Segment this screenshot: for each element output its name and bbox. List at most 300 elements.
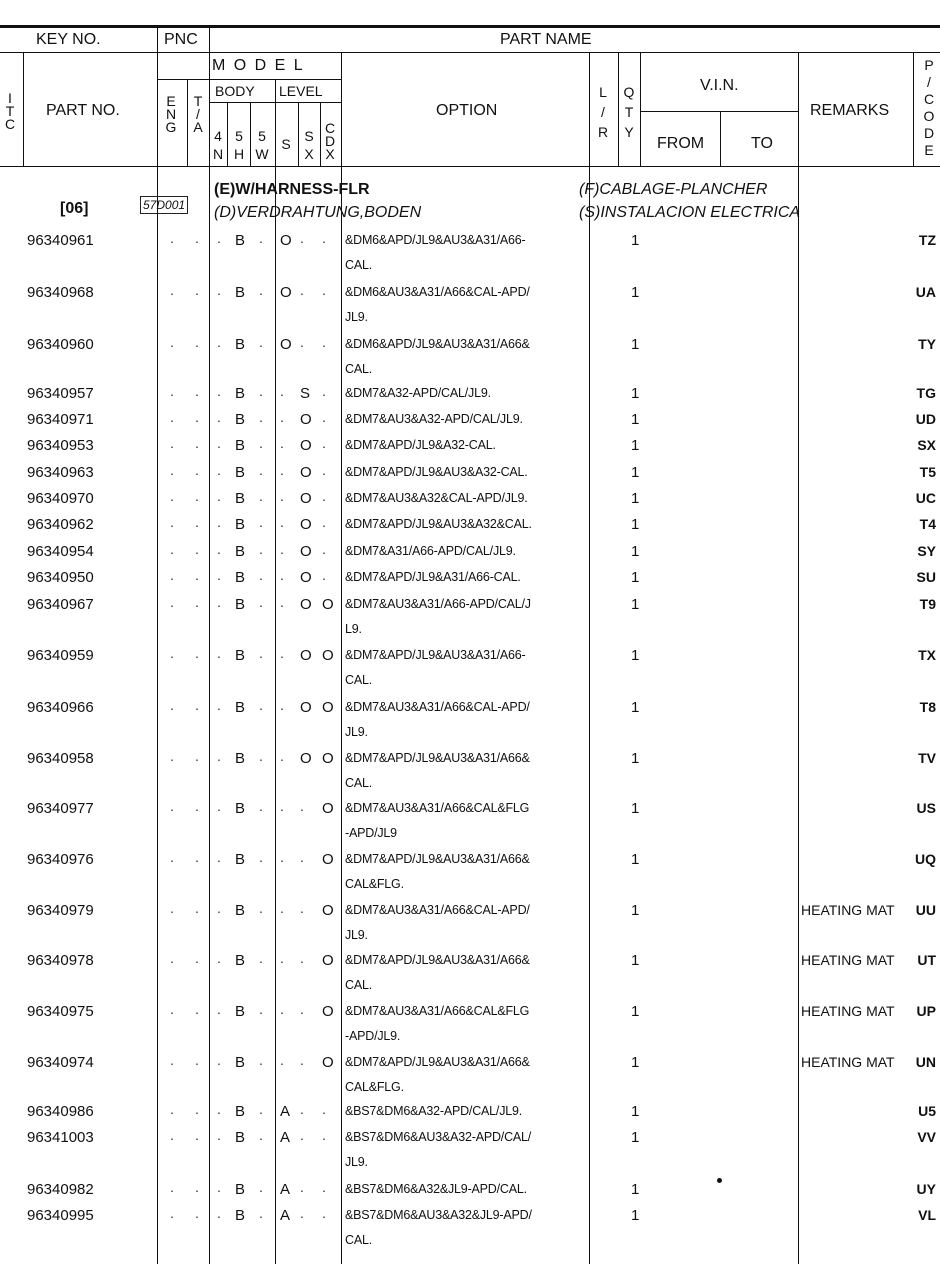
option-text: &BS7&DM6&AU3&A32&JL9-APD/	[345, 1208, 532, 1222]
option-text-continued: CAL.	[345, 776, 372, 790]
section-key: [06]	[60, 200, 89, 217]
option-text: &DM7&APD/JL9&AU3&A31/A66-	[345, 648, 526, 662]
part-number: 96340995	[27, 1207, 94, 1224]
model-flag-eng: .	[170, 1052, 174, 1068]
body-5w-header: 5 W	[255, 128, 269, 162]
model-flag-b5w: .	[259, 462, 263, 478]
option-text: &DM6&APD/JL9&AU3&A31/A66-	[345, 233, 526, 247]
vin-header: V.I.N.	[700, 77, 739, 94]
model-flag-s: .	[280, 541, 284, 557]
model-flag-ta: .	[195, 1205, 199, 1221]
model-flag-ta: .	[195, 1127, 199, 1143]
quantity: 1	[631, 411, 640, 428]
part-no-header: PART NO.	[46, 102, 120, 119]
quantity: 1	[631, 569, 640, 586]
option-text: &BS7&DM6&AU3&A32-APD/CAL/	[345, 1130, 532, 1144]
part-number: 96340978	[27, 952, 94, 969]
model-flag-cdx: .	[322, 514, 326, 530]
quantity: 1	[631, 232, 640, 249]
part-number: 96340966	[27, 699, 94, 716]
model-flag-b4: .	[217, 1127, 221, 1143]
model-flag-s: A	[280, 1129, 291, 1146]
option-text: &DM7&APD/JL9&A32-CAL.	[345, 438, 496, 452]
model-flag-ta: .	[195, 230, 199, 246]
model-flag-cdx: .	[322, 1205, 326, 1221]
model-flag-sx: O	[300, 543, 312, 560]
model-flag-cdx: .	[322, 1127, 326, 1143]
model-flag-b5w: .	[259, 230, 263, 246]
model-flag-b4: .	[217, 1101, 221, 1117]
header-row1-rule	[0, 52, 940, 53]
quantity: 1	[631, 437, 640, 454]
model-flag-cdx: .	[322, 488, 326, 504]
model-flag-eng: .	[170, 282, 174, 298]
option-text: &DM7&AU3&A31/A66&CAL&FLG	[345, 801, 530, 815]
option-text: &DM7&APD/JL9&AU3&A32-CAL.	[345, 465, 528, 479]
quantity: 1	[631, 851, 640, 868]
remarks-text: HEATING MAT	[801, 1003, 895, 1019]
option-text: &BS7&DM6&A32&JL9-APD/CAL.	[345, 1182, 527, 1196]
model-flag-sx: .	[300, 282, 304, 298]
model-flag-sx: O	[300, 516, 312, 533]
parts-code: UC	[915, 490, 936, 506]
parts-code: VL	[918, 1207, 936, 1223]
model-flag-s: .	[280, 514, 284, 530]
model-flag-eng: .	[170, 1205, 174, 1221]
option-text: &DM6&AU3&A31/A66&CAL-APD/	[345, 285, 530, 299]
col-rule-remarks	[913, 53, 914, 166]
model-flag-sx: O	[300, 490, 312, 507]
level-sx-header: S X	[304, 128, 314, 162]
parts-code: UU	[915, 902, 936, 918]
part-number: 96340961	[27, 232, 94, 249]
body-5h-header: 5 H	[233, 128, 245, 162]
quantity: 1	[631, 284, 640, 301]
model-flag-b5h: B	[235, 569, 246, 586]
remarks-header: REMARKS	[810, 102, 890, 119]
col-rule-itc	[23, 53, 24, 166]
model-flag-sx: .	[300, 1127, 304, 1143]
part-name-header: PART NAME	[500, 31, 592, 48]
model-flag-eng: .	[170, 1101, 174, 1117]
model-flag-sx: O	[300, 699, 312, 716]
option-text: &DM7&APD/JL9&AU3&A31/A66&	[345, 1055, 530, 1069]
model-flag-sx: .	[300, 230, 304, 246]
model-flag-b4: .	[217, 798, 221, 814]
model-flag-b5h: B	[235, 800, 246, 817]
key-no-header: KEY NO.	[36, 31, 101, 48]
model-flag-s: .	[280, 748, 284, 764]
model-flag-b5w: .	[259, 798, 263, 814]
part-number: 96340954	[27, 543, 94, 560]
option-text-continued: -APD/JL9.	[345, 1029, 401, 1043]
model-flag-b5w: .	[259, 567, 263, 583]
parts-code: TZ	[918, 232, 936, 248]
col-rule-vin	[798, 53, 799, 1264]
model-flag-b5w: .	[259, 282, 263, 298]
col-rule-b5h	[250, 103, 251, 166]
model-flag-eng: .	[170, 798, 174, 814]
model-flag-b5h: B	[235, 232, 246, 249]
model-flag-s: .	[280, 645, 284, 661]
option-text-continued: CAL.	[345, 978, 372, 992]
body-4n-header: 4 N	[212, 128, 224, 162]
quantity: 1	[631, 490, 640, 507]
quantity: 1	[631, 699, 640, 716]
model-flag-ta: .	[195, 748, 199, 764]
model-flag-ta: .	[195, 282, 199, 298]
option-text: &DM7&APD/JL9&AU3&A31/A66&	[345, 751, 530, 765]
option-text-continued: CAL.	[345, 673, 372, 687]
model-flag-b4: .	[217, 230, 221, 246]
model-flag-ta: .	[195, 409, 199, 425]
part-number: 96340970	[27, 490, 94, 507]
parts-code: UD	[915, 411, 936, 427]
model-flag-sx: .	[300, 849, 304, 865]
part-number: 96340962	[27, 516, 94, 533]
model-flag-b5w: .	[259, 1205, 263, 1221]
model-flag-cdx: .	[322, 567, 326, 583]
model-flag-eng: .	[170, 514, 174, 530]
col-rule-qty	[640, 53, 641, 166]
quantity: 1	[631, 1003, 640, 1020]
model-flag-cdx: O	[322, 596, 334, 613]
level-header: LEVEL	[279, 83, 323, 99]
parts-code: UP	[916, 1003, 936, 1019]
model-flag-sx: .	[300, 1052, 304, 1068]
model-flag-sx: .	[300, 1001, 304, 1017]
model-flag-cdx: O	[322, 851, 334, 868]
quantity: 1	[631, 902, 640, 919]
model-flag-cdx: O	[322, 699, 334, 716]
model-flag-b4: .	[217, 1052, 221, 1068]
model-flag-b4: .	[217, 383, 221, 399]
quantity: 1	[631, 385, 640, 402]
model-flag-sx: .	[300, 334, 304, 350]
col-rule-eng	[187, 80, 188, 166]
parts-code: T5	[919, 464, 936, 480]
model-flag-b5h: B	[235, 516, 246, 533]
part-number: 96340963	[27, 464, 94, 481]
model-flag-sx: .	[300, 798, 304, 814]
model-flag-ta: .	[195, 798, 199, 814]
model-flag-s: A	[280, 1103, 291, 1120]
ta-header: T / A	[193, 93, 203, 135]
option-text-continued: CAL.	[345, 362, 372, 376]
model-flag-ta: .	[195, 334, 199, 350]
option-text-continued: JL9.	[345, 928, 368, 942]
part-number: 96340975	[27, 1003, 94, 1020]
option-text-continued: JL9.	[345, 725, 368, 739]
model-flag-b5h: B	[235, 596, 246, 613]
col-rule-option	[589, 53, 590, 1264]
part-number: 96340957	[27, 385, 94, 402]
option-text: &DM7&APD/JL9&AU3&A31/A66&	[345, 953, 530, 967]
model-flag-cdx: O	[322, 1003, 334, 1020]
model-flag-b5h: B	[235, 411, 246, 428]
model-flag-b4: .	[217, 541, 221, 557]
option-text-continued: CAL&FLG.	[345, 1080, 404, 1094]
model-flag-b5h: B	[235, 437, 246, 454]
model-flag-b5w: .	[259, 900, 263, 916]
model-flag-b5h: B	[235, 543, 246, 560]
part-number: 96340959	[27, 647, 94, 664]
col-rule-sx	[320, 103, 321, 166]
part-number: 96340960	[27, 336, 94, 353]
model-flag-sx: .	[300, 1179, 304, 1195]
model-flag-eng: .	[170, 334, 174, 350]
quantity: 1	[631, 750, 640, 767]
model-flag-ta: .	[195, 1001, 199, 1017]
parts-code: VV	[917, 1129, 936, 1145]
section-pnc-box: 57D001	[140, 196, 188, 214]
quantity: 1	[631, 1207, 640, 1224]
option-text-continued: CAL.	[345, 258, 372, 272]
model-flag-sx: .	[300, 1205, 304, 1221]
model-flag-b4: .	[217, 748, 221, 764]
model-flag-b5w: .	[259, 849, 263, 865]
pnc-header: PNC	[164, 31, 198, 48]
vin-rule	[640, 111, 798, 112]
part-number: 96340950	[27, 569, 94, 586]
model-flag-b5h: B	[235, 336, 246, 353]
model-flag-cdx: .	[322, 1179, 326, 1195]
model-rule	[157, 79, 341, 80]
col-rule-model	[341, 53, 342, 1264]
quantity: 1	[631, 952, 640, 969]
model-flag-b5w: .	[259, 541, 263, 557]
model-flag-b5h: B	[235, 952, 246, 969]
part-number: 96340971	[27, 411, 94, 428]
model-flag-ta: .	[195, 849, 199, 865]
model-flag-ta: .	[195, 950, 199, 966]
model-flag-b4: .	[217, 462, 221, 478]
model-flag-ta: .	[195, 488, 199, 504]
model-flag-ta: .	[195, 1101, 199, 1117]
model-flag-eng: .	[170, 748, 174, 764]
model-flag-b4: .	[217, 567, 221, 583]
part-number: 96340979	[27, 902, 94, 919]
model-flag-s: .	[280, 594, 284, 610]
model-flag-b5h: B	[235, 1207, 246, 1224]
model-flag-b4: .	[217, 900, 221, 916]
model-flag-sx: .	[300, 1101, 304, 1117]
col-rule-b4	[227, 103, 228, 166]
option-text: &DM6&APD/JL9&AU3&A31/A66&	[345, 337, 530, 351]
model-flag-s: .	[280, 409, 284, 425]
model-flag-sx: O	[300, 464, 312, 481]
parts-code: TY	[918, 336, 936, 352]
option-text: &DM7&APD/JL9&A31/A66-CAL.	[345, 570, 521, 584]
option-text: &DM7&APD/JL9&AU3&A32&CAL.	[345, 517, 532, 531]
model-flag-cdx: .	[322, 541, 326, 557]
parts-code: SX	[917, 437, 936, 453]
model-flag-eng: .	[170, 697, 174, 713]
quantity: 1	[631, 1181, 640, 1198]
model-flag-s: .	[280, 1001, 284, 1017]
model-flag-eng: .	[170, 541, 174, 557]
parts-code: T4	[919, 516, 936, 532]
model-flag-b4: .	[217, 594, 221, 610]
parts-code: UN	[915, 1054, 936, 1070]
option-text: &DM7&AU3&A31/A66-APD/CAL/J	[345, 597, 531, 611]
option-text: &DM7&AU3&A31/A66&CAL&FLG	[345, 1004, 530, 1018]
model-flag-eng: .	[170, 1001, 174, 1017]
model-flag-sx: O	[300, 411, 312, 428]
model-flag-b5w: .	[259, 697, 263, 713]
model-flag-eng: .	[170, 1179, 174, 1195]
model-flag-ta: .	[195, 567, 199, 583]
model-flag-cdx: O	[322, 647, 334, 664]
parts-code: U5	[918, 1103, 936, 1119]
quantity: 1	[631, 1103, 640, 1120]
option-text: &DM7&AU3&A32&CAL-APD/JL9.	[345, 491, 528, 505]
part-number: 96340967	[27, 596, 94, 613]
part-number: 96340974	[27, 1054, 94, 1071]
model-flag-sx: O	[300, 569, 312, 586]
option-text: &DM7&A31/A66-APD/CAL/JL9.	[345, 544, 516, 558]
lr-header: L / R	[597, 84, 609, 140]
model-flag-cdx: O	[322, 750, 334, 767]
model-flag-cdx: .	[322, 435, 326, 451]
option-text-continued: CAL.	[345, 1233, 372, 1247]
model-flag-b4: .	[217, 950, 221, 966]
model-flag-ta: .	[195, 514, 199, 530]
body-header: BODY	[215, 83, 255, 99]
model-flag-eng: .	[170, 645, 174, 661]
model-flag-b4: .	[217, 334, 221, 350]
col-rule-lr	[618, 53, 619, 166]
model-flag-b5h: B	[235, 750, 246, 767]
option-text: &DM7&APD/JL9&AU3&A31/A66&	[345, 852, 530, 866]
quantity: 1	[631, 1054, 640, 1071]
model-flag-b5h: B	[235, 1003, 246, 1020]
eng-header: E N G	[165, 93, 177, 135]
print-speck	[717, 1178, 722, 1183]
model-flag-b5h: B	[235, 1054, 246, 1071]
model-flag-b4: .	[217, 645, 221, 661]
model-flag-eng: .	[170, 435, 174, 451]
model-flag-s: .	[280, 488, 284, 504]
option-text-continued: JL9.	[345, 1155, 368, 1169]
level-s-header: S	[281, 136, 291, 152]
model-flag-s: .	[280, 849, 284, 865]
parts-code: US	[916, 800, 936, 816]
model-flag-cdx: .	[322, 230, 326, 246]
model-flag-s: A	[280, 1181, 291, 1198]
vin-from-header: FROM	[657, 135, 705, 152]
parts-code: TX	[918, 647, 936, 663]
model-flag-b5h: B	[235, 490, 246, 507]
vin-to-header: TO	[751, 135, 773, 152]
model-flag-b4: .	[217, 1179, 221, 1195]
model-flag-b5w: .	[259, 1001, 263, 1017]
level-cdx-header: C D X	[324, 120, 336, 162]
model-flag-ta: .	[195, 462, 199, 478]
remarks-text: HEATING MAT	[801, 902, 895, 918]
model-flag-b5w: .	[259, 1101, 263, 1117]
part-number: 96340968	[27, 284, 94, 301]
model-flag-eng: .	[170, 950, 174, 966]
model-flag-b5w: .	[259, 594, 263, 610]
model-flag-s: .	[280, 383, 284, 399]
model-flag-eng: .	[170, 230, 174, 246]
model-flag-s: O	[280, 284, 292, 301]
remarks-text: HEATING MAT	[801, 1054, 895, 1070]
part-number: 96340976	[27, 851, 94, 868]
parts-code: UA	[915, 284, 936, 300]
quantity: 1	[631, 647, 640, 664]
model-flag-cdx: .	[322, 1101, 326, 1117]
model-flag-s: .	[280, 1052, 284, 1068]
model-flag-sx: O	[300, 750, 312, 767]
model-header: M O D E L	[212, 57, 305, 74]
quantity: 1	[631, 464, 640, 481]
model-flag-b5w: .	[259, 514, 263, 530]
model-flag-sx: O	[300, 647, 312, 664]
model-flag-b5h: B	[235, 647, 246, 664]
itc-header: I T C	[4, 90, 16, 132]
quantity: 1	[631, 1129, 640, 1146]
model-flag-b5h: B	[235, 1181, 246, 1198]
model-flag-b5w: .	[259, 1179, 263, 1195]
model-flag-cdx: O	[322, 902, 334, 919]
part-number: 96340953	[27, 437, 94, 454]
model-flag-s: .	[280, 697, 284, 713]
model-flag-sx: O	[300, 596, 312, 613]
model-flag-ta: .	[195, 383, 199, 399]
model-flag-b4: .	[217, 697, 221, 713]
model-flag-b5h: B	[235, 284, 246, 301]
model-flag-s: .	[280, 950, 284, 966]
model-flag-s: .	[280, 798, 284, 814]
parts-code: T8	[919, 699, 936, 715]
quantity: 1	[631, 800, 640, 817]
quantity: 1	[631, 336, 640, 353]
quantity: 1	[631, 516, 640, 533]
model-flag-cdx: .	[322, 282, 326, 298]
quantity: 1	[631, 596, 640, 613]
model-flag-s: A	[280, 1207, 291, 1224]
parts-code: UT	[917, 952, 936, 968]
header-top-rule	[0, 25, 940, 28]
col-rule-body	[275, 80, 276, 1264]
model-flag-b5w: .	[259, 1052, 263, 1068]
model-flag-b5w: .	[259, 488, 263, 504]
section-name-spanish: (S)INSTALACION ELECTRICA	[579, 204, 801, 221]
model-flag-b4: .	[217, 488, 221, 504]
model-flag-cdx: O	[322, 952, 334, 969]
model-flag-cdx: O	[322, 1054, 334, 1071]
model-flag-eng: .	[170, 462, 174, 478]
option-text-continued: L9.	[345, 622, 362, 636]
option-text-continued: JL9.	[345, 310, 368, 324]
model-flag-ta: .	[195, 697, 199, 713]
model-flag-cdx: O	[322, 800, 334, 817]
option-text-continued: -APD/JL9	[345, 826, 397, 840]
model-flag-b5w: .	[259, 748, 263, 764]
part-number: 96340982	[27, 1181, 94, 1198]
model-flag-ta: .	[195, 1179, 199, 1195]
model-flag-b4: .	[217, 435, 221, 451]
col-rule-s	[298, 103, 299, 166]
option-text: &DM7&AU3&A32-APD/CAL/JL9.	[345, 412, 523, 426]
remarks-text: HEATING MAT	[801, 952, 895, 968]
option-text: &DM7&AU3&A31/A66&CAL-APD/	[345, 700, 530, 714]
model-flag-eng: .	[170, 594, 174, 610]
model-flag-cdx: .	[322, 383, 326, 399]
model-flag-eng: .	[170, 1127, 174, 1143]
